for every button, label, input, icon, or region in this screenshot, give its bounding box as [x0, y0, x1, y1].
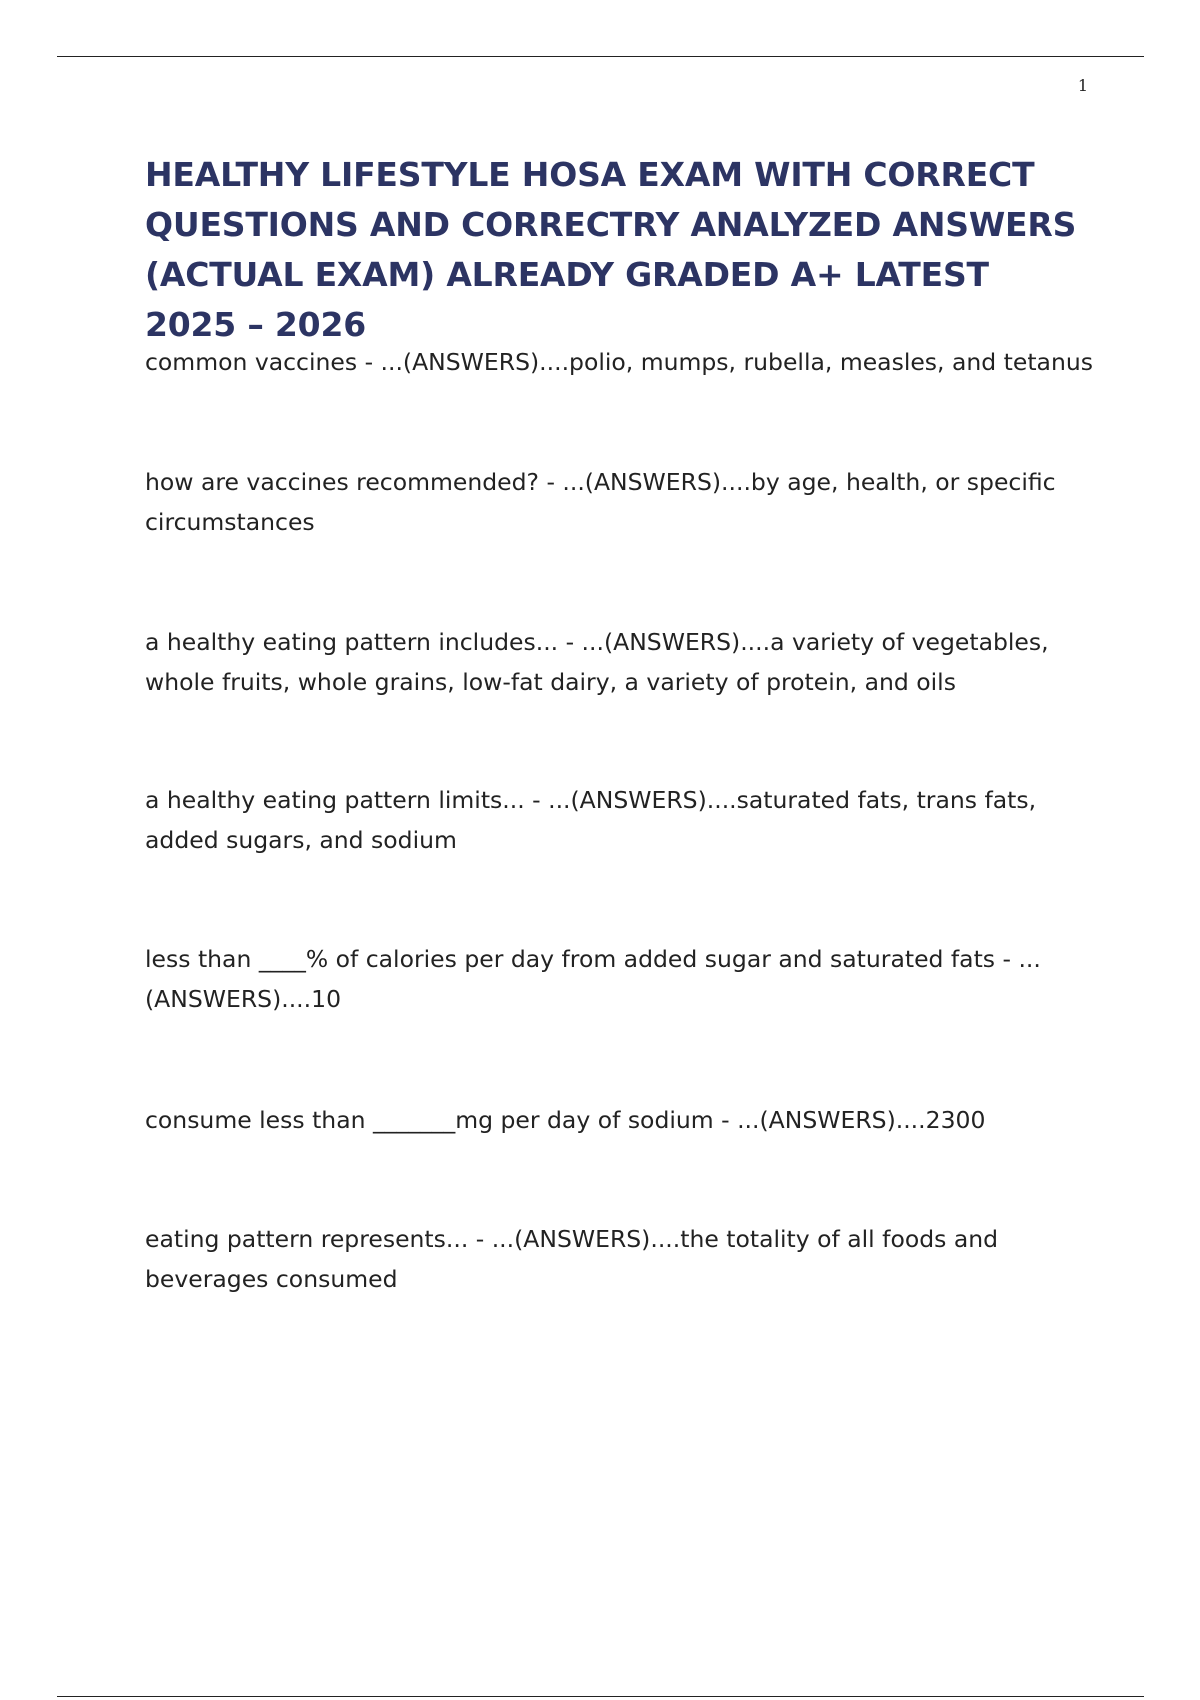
qa-item-eating-pattern-limits: a healthy eating pattern limits... - ...(ANSWERS)....saturated fats, trans fats, added sugars, and sodium [145, 786, 1037, 854]
page-number: 1 [1077, 76, 1088, 95]
footer-rule [57, 1696, 1144, 1697]
qa-item-vaccine-recommendations: how are vaccines recommended? - ...(ANSWERS)....by age, health, or specific circumstances [145, 468, 1056, 536]
header-rule [57, 56, 1144, 57]
qa-item-eating-pattern-represents: eating pattern represents... - ...(ANSWERS)....the totality of all foods and beverages consumed [145, 1225, 999, 1293]
document-title: HEALTHY LIFESTYLE HOSA EXAM WITH CORRECT QUESTIONS AND CORRECTRY ANALYZED ANSWERS (ACTUAL EXAM) ALREADY GRADED A+ LATEST 2025 – 2026 [145, 155, 1077, 344]
qa-item-common-vaccines: common vaccines - ...(ANSWERS)....polio, mumps, rubella, measles, and tetanus [145, 348, 1093, 376]
qa-item-calories-percent: less than ____% of calories per day from added sugar and saturated fats - ...(ANSWERS)....10 [145, 945, 1041, 1013]
qa-item-eating-pattern-includes: a healthy eating pattern includes... - ...(ANSWERS)....a variety of vegetables, whole fruits, whole grains, low-fat dairy, a variety of protein, and oils [145, 628, 1049, 696]
qa-item-sodium-limit: consume less than _______mg per day of sodium - ...(ANSWERS)....2300 [145, 1106, 986, 1134]
